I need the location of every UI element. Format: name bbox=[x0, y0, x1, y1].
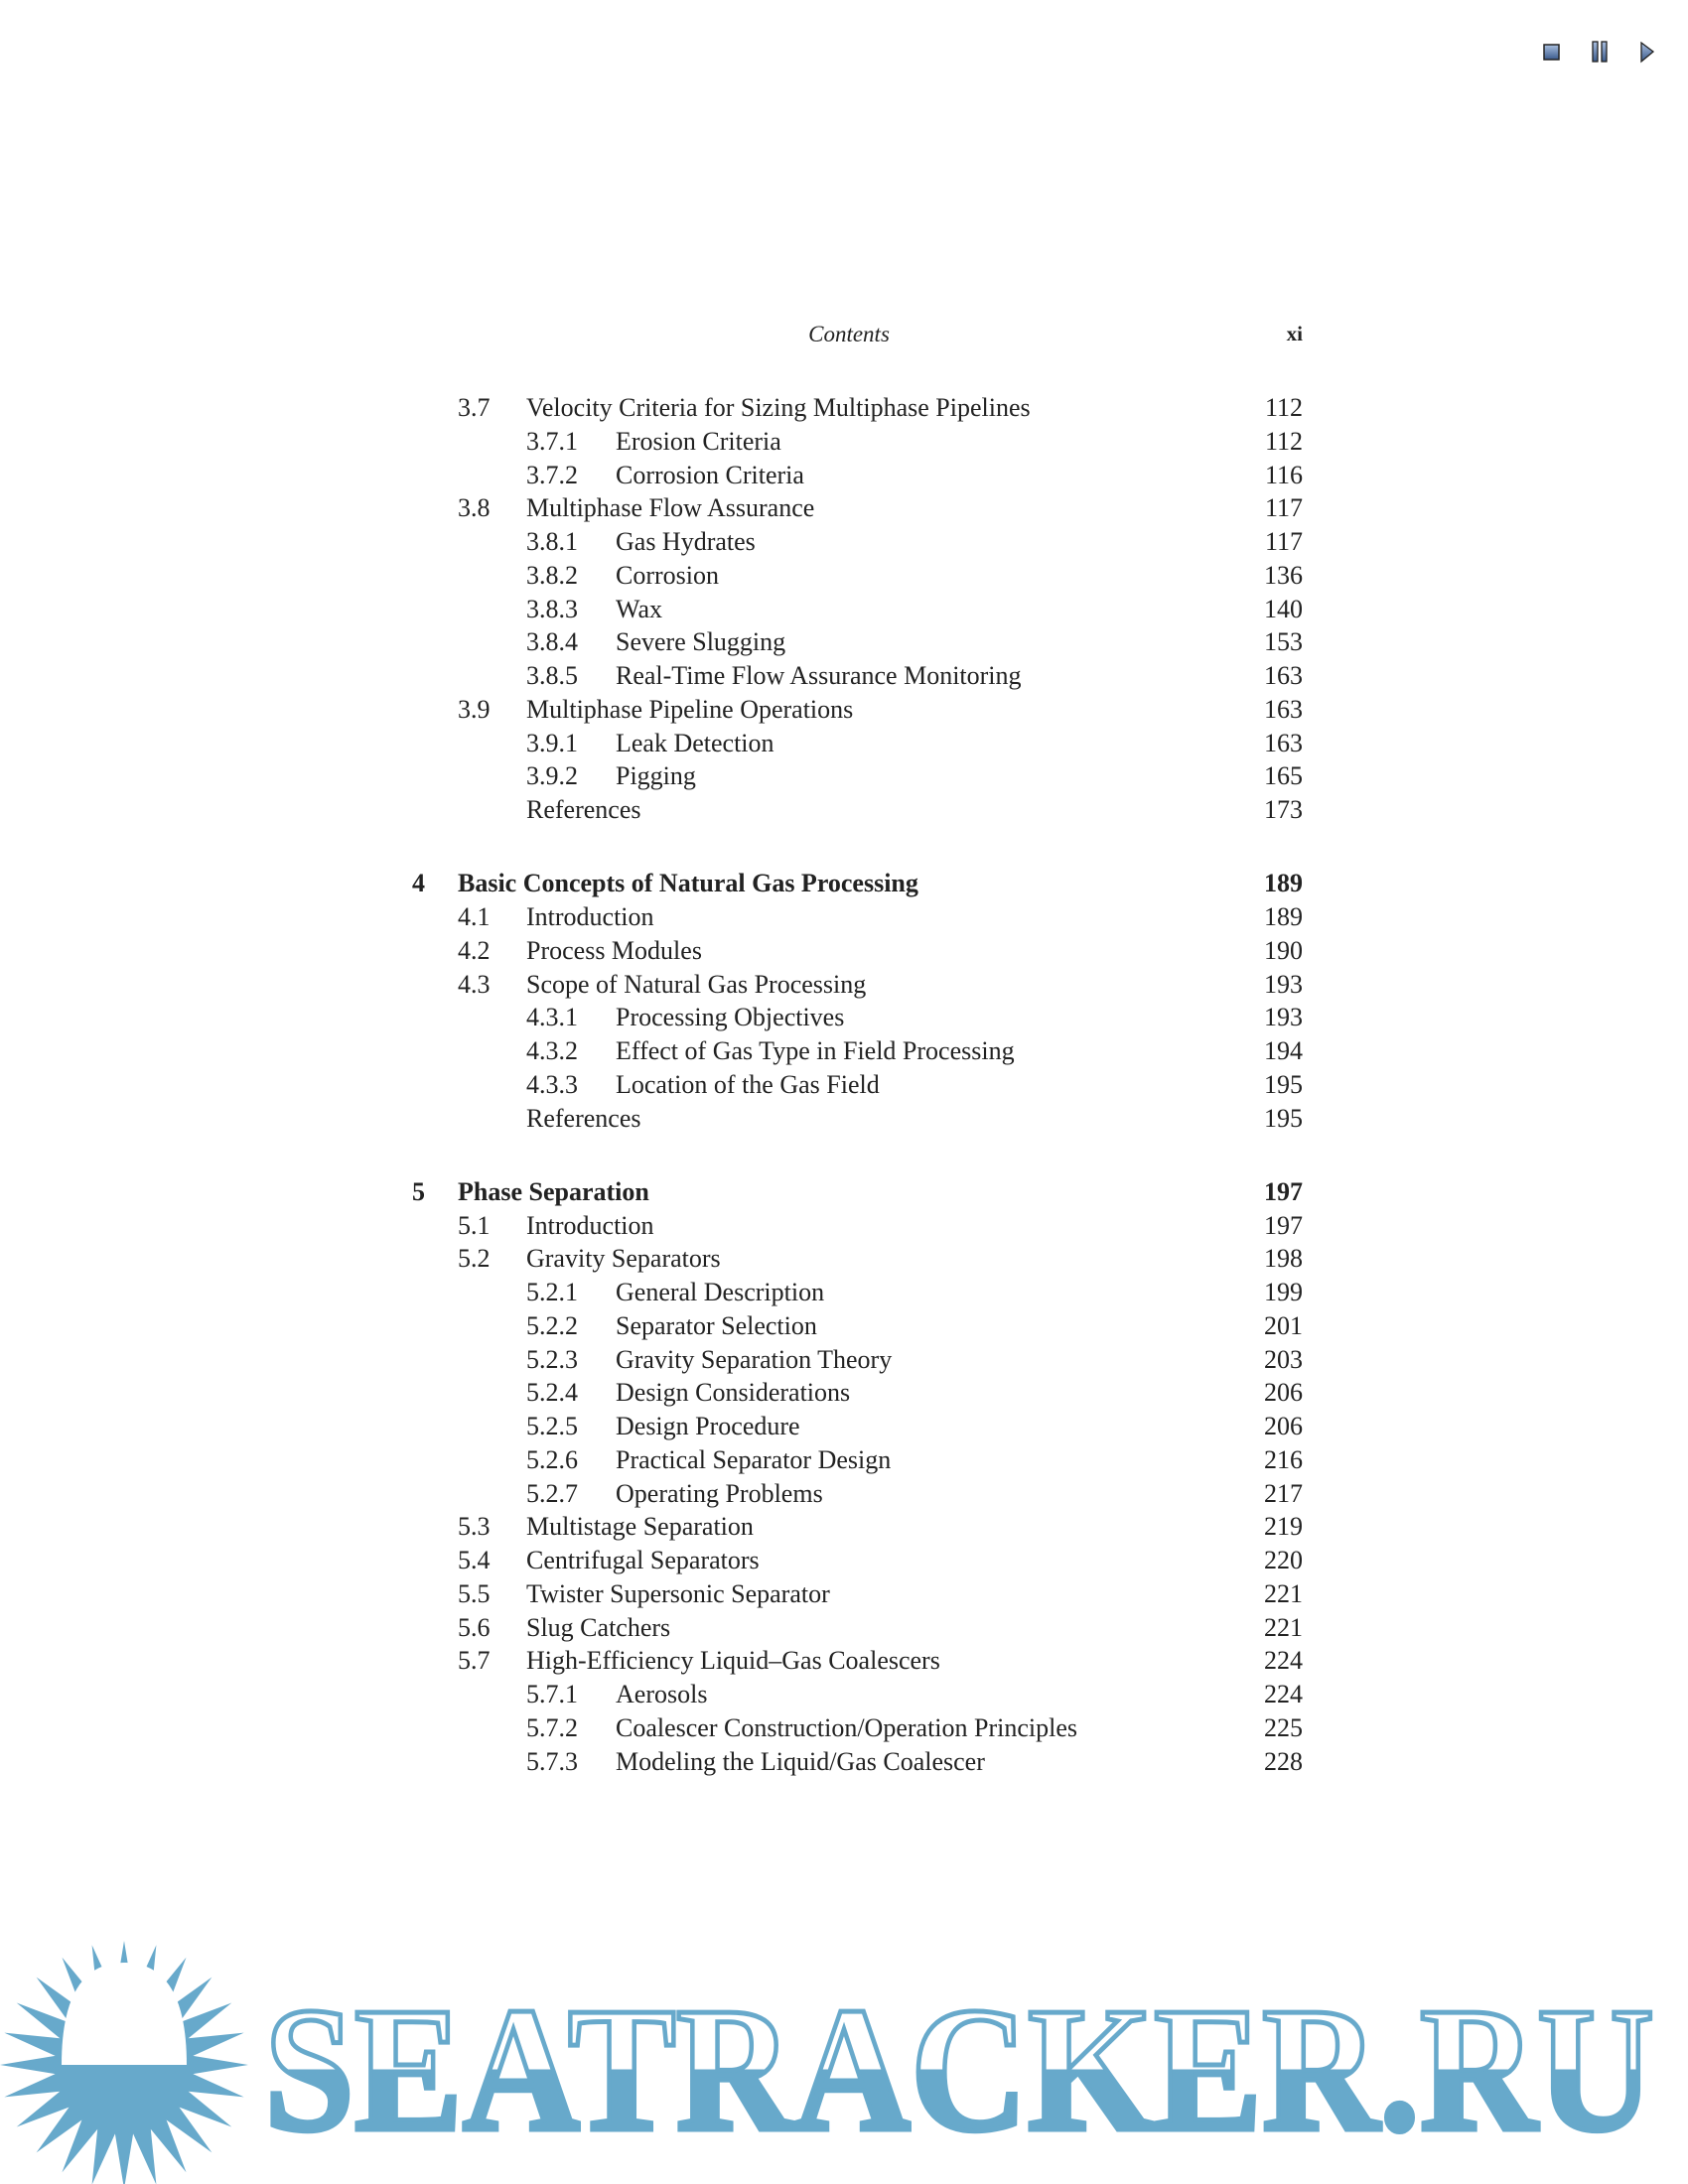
entry-title: Operating Problems bbox=[616, 1478, 823, 1508]
entry-number: 5.6 bbox=[458, 1612, 491, 1642]
entry-number: 3.8 bbox=[458, 493, 491, 523]
toc-entry[interactable] bbox=[0, 1376, 1688, 1410]
entry-number: 5.5 bbox=[458, 1578, 491, 1608]
entry-title: Phase Separation bbox=[458, 1176, 649, 1206]
entry-number: 5.7 bbox=[458, 1646, 491, 1676]
entry-page: 189 bbox=[1264, 902, 1303, 931]
toc-entry[interactable] bbox=[0, 1309, 1688, 1343]
entry-number: 4 bbox=[412, 869, 425, 898]
entry-page: 221 bbox=[1264, 1578, 1303, 1608]
entry-title: Process Modules bbox=[526, 935, 702, 965]
entry-number: 5 bbox=[412, 1176, 425, 1206]
entry-title: Effect of Gas Type in Field Processing bbox=[616, 1036, 1015, 1065]
entry-number: 4.2 bbox=[458, 935, 491, 965]
entry-title: References bbox=[526, 795, 641, 824]
entry-page: 136 bbox=[1264, 560, 1303, 590]
pause-icon[interactable] bbox=[1589, 40, 1611, 64]
toc-entry[interactable] bbox=[0, 625, 1688, 659]
entry-page: 220 bbox=[1264, 1546, 1303, 1574]
entry-title: Basic Concepts of Natural Gas Processing bbox=[458, 869, 918, 898]
entry-number: 5.7.2 bbox=[526, 1712, 578, 1742]
entry-page: 203 bbox=[1264, 1344, 1303, 1374]
toc-chapter[interactable] bbox=[0, 867, 1688, 900]
toc-entry[interactable] bbox=[0, 727, 1688, 760]
entry-page: 193 bbox=[1264, 1003, 1303, 1032]
entry-number: 5.2.7 bbox=[526, 1478, 578, 1508]
stop-icon[interactable] bbox=[1541, 40, 1563, 64]
toc-entry[interactable] bbox=[0, 900, 1688, 934]
entry-title: Design Procedure bbox=[616, 1412, 800, 1440]
entry-title: Wax bbox=[616, 594, 662, 623]
toc-entry[interactable] bbox=[0, 968, 1688, 1002]
entry-page: 197 bbox=[1264, 1210, 1303, 1240]
toc-entry[interactable] bbox=[0, 1209, 1688, 1243]
entry-page: 219 bbox=[1264, 1512, 1303, 1542]
entry-page: 195 bbox=[1264, 1069, 1303, 1099]
entry-number: 5.2.4 bbox=[526, 1378, 578, 1408]
entry-page: 198 bbox=[1264, 1244, 1303, 1274]
toc-entry[interactable] bbox=[0, 391, 1688, 425]
entry-page: 116 bbox=[1264, 460, 1303, 489]
entry-page: 201 bbox=[1264, 1310, 1303, 1340]
entry-number: 3.8.4 bbox=[526, 627, 578, 657]
entry-title: Multiphase Pipeline Operations bbox=[526, 694, 854, 724]
toc-entry[interactable] bbox=[0, 559, 1688, 593]
entry-number: 4.3 bbox=[458, 969, 491, 999]
entry-page: 199 bbox=[1264, 1278, 1303, 1306]
toc-entry[interactable] bbox=[0, 1276, 1688, 1309]
entry-number: 4.3.1 bbox=[526, 1003, 578, 1032]
entry-title: Multistage Separation bbox=[526, 1512, 754, 1542]
entry-page: 117 bbox=[1264, 493, 1303, 523]
entry-number: 3.8.2 bbox=[526, 560, 578, 590]
toc-entry[interactable] bbox=[0, 491, 1688, 525]
viewer-controls bbox=[1541, 40, 1658, 64]
entry-number: 3.7.2 bbox=[526, 460, 578, 489]
entry-title: Gravity Separation Theory bbox=[616, 1344, 893, 1374]
entry-page: 206 bbox=[1264, 1412, 1303, 1440]
entry-title: Coalescer Construction/Operation Principles bbox=[616, 1712, 1078, 1742]
seatracker-logo bbox=[0, 1931, 1688, 2184]
entry-title: Scope of Natural Gas Processing bbox=[526, 969, 867, 999]
entry-number: 3.9 bbox=[458, 694, 491, 724]
entry-title: Modeling the Liquid/Gas Coalescer bbox=[616, 1746, 985, 1776]
entry-number: 3.8.5 bbox=[526, 661, 578, 690]
toc-entry[interactable] bbox=[0, 425, 1688, 459]
entry-number: 5.2.1 bbox=[526, 1278, 578, 1306]
toc-entry[interactable] bbox=[0, 1745, 1688, 1779]
entry-number: 5.3 bbox=[458, 1512, 491, 1542]
toc-entry[interactable] bbox=[0, 1242, 1688, 1276]
entry-number: 5.2 bbox=[458, 1244, 491, 1274]
entry-title: Erosion Criteria bbox=[616, 426, 781, 456]
entry-page: 112 bbox=[1264, 393, 1303, 422]
toc-entry[interactable] bbox=[0, 1544, 1688, 1577]
entry-page: 197 bbox=[1264, 1176, 1303, 1206]
entry-title: Centrifugal Separators bbox=[526, 1546, 760, 1574]
entry-title: Severe Slugging bbox=[616, 627, 786, 657]
entry-title: Slug Catchers bbox=[526, 1612, 671, 1642]
entry-number: 4.3.2 bbox=[526, 1036, 578, 1065]
entry-page: 193 bbox=[1264, 969, 1303, 999]
entry-title: General Description bbox=[616, 1278, 825, 1306]
toc-entry[interactable] bbox=[0, 1611, 1688, 1645]
entry-page: 190 bbox=[1264, 935, 1303, 965]
entry-page: 165 bbox=[1264, 761, 1303, 791]
toc-entry[interactable] bbox=[0, 1102, 1688, 1136]
entry-number: 3.7 bbox=[458, 393, 491, 422]
entry-page: 195 bbox=[1264, 1103, 1303, 1133]
toc-entry[interactable] bbox=[0, 1711, 1688, 1745]
entry-page: 163 bbox=[1264, 694, 1303, 724]
entry-page: 189 bbox=[1264, 869, 1303, 898]
entry-page: 216 bbox=[1264, 1444, 1303, 1474]
entry-page: 117 bbox=[1264, 527, 1303, 556]
entry-page: 206 bbox=[1264, 1378, 1303, 1408]
entry-page: 163 bbox=[1264, 728, 1303, 757]
toc-entry[interactable] bbox=[0, 1068, 1688, 1102]
entry-title: Gravity Separators bbox=[526, 1244, 721, 1274]
entry-number: 5.7.1 bbox=[526, 1680, 578, 1708]
entry-page: 228 bbox=[1264, 1746, 1303, 1776]
toc-entry[interactable] bbox=[0, 1343, 1688, 1377]
entry-title: Introduction bbox=[526, 902, 654, 931]
entry-title: Leak Detection bbox=[616, 728, 774, 757]
entry-title: Corrosion Criteria bbox=[616, 460, 804, 489]
entry-title: Pigging bbox=[616, 761, 696, 791]
entry-title: Aerosols bbox=[616, 1680, 708, 1708]
toc-entry[interactable] bbox=[0, 459, 1688, 492]
entry-title: Velocity Criteria for Sizing Multiphase Pipelines bbox=[526, 393, 1031, 422]
entry-page: 224 bbox=[1264, 1680, 1303, 1708]
entry-number: 5.2.2 bbox=[526, 1310, 578, 1340]
entry-page: 224 bbox=[1264, 1646, 1303, 1676]
toc-entry[interactable] bbox=[0, 1577, 1688, 1611]
toc-entry[interactable] bbox=[0, 1644, 1688, 1678]
entry-number: 5.1 bbox=[458, 1210, 491, 1240]
table-of-contents bbox=[0, 391, 1688, 1778]
entry-page: 194 bbox=[1264, 1036, 1303, 1065]
entry-title: Processing Objectives bbox=[616, 1003, 845, 1032]
entry-title: Practical Separator Design bbox=[616, 1444, 892, 1474]
toc-entry[interactable] bbox=[0, 1001, 1688, 1034]
entry-page: 173 bbox=[1264, 795, 1303, 824]
entry-title: High-Efficiency Liquid–Gas Coalescers bbox=[526, 1646, 940, 1676]
entry-number: 5.2.5 bbox=[526, 1412, 578, 1440]
entry-number: 5.2.3 bbox=[526, 1344, 578, 1374]
toc-entry[interactable] bbox=[0, 759, 1688, 793]
toc-chapter[interactable] bbox=[0, 1175, 1688, 1209]
toc-entry[interactable] bbox=[0, 525, 1688, 559]
entry-title: Twister Supersonic Separator bbox=[526, 1578, 830, 1608]
entry-title: Introduction bbox=[526, 1210, 654, 1240]
entry-page: 112 bbox=[1264, 426, 1303, 456]
entry-page: 217 bbox=[1264, 1478, 1303, 1508]
toc-entry[interactable] bbox=[0, 1443, 1688, 1477]
entry-number: 4.1 bbox=[458, 902, 491, 931]
entry-title: Corrosion bbox=[616, 560, 719, 590]
entry-title: References bbox=[526, 1103, 641, 1133]
toc-entry[interactable] bbox=[0, 934, 1688, 968]
entry-title: Real-Time Flow Assurance Monitoring bbox=[616, 661, 1022, 690]
sun-icon bbox=[0, 1941, 248, 2184]
page-number: xi bbox=[1286, 322, 1303, 345]
entry-page: 153 bbox=[1264, 627, 1303, 657]
entry-page: 140 bbox=[1264, 594, 1303, 623]
toc-entry[interactable] bbox=[0, 793, 1688, 827]
toc-entry[interactable] bbox=[0, 593, 1688, 626]
toc-entry[interactable] bbox=[0, 1678, 1688, 1711]
toc-entry[interactable] bbox=[0, 1034, 1688, 1068]
entry-page: 163 bbox=[1264, 661, 1303, 690]
entry-number: 3.9.1 bbox=[526, 728, 578, 757]
entry-number: 4.3.3 bbox=[526, 1069, 578, 1099]
entry-number: 3.8.1 bbox=[526, 527, 578, 556]
entry-title: Location of the Gas Field bbox=[616, 1069, 880, 1099]
play-icon[interactable] bbox=[1636, 40, 1658, 64]
toc-entry[interactable] bbox=[0, 1477, 1688, 1511]
logo-text: SEATRACKER.RU bbox=[264, 1971, 1654, 2168]
running-head: Contents bbox=[808, 322, 890, 346]
entry-number: 5.7.3 bbox=[526, 1746, 578, 1776]
entry-title: Gas Hydrates bbox=[616, 527, 756, 556]
entry-number: 3.9.2 bbox=[526, 761, 578, 791]
entry-page: 221 bbox=[1264, 1612, 1303, 1642]
entry-title: Multiphase Flow Assurance bbox=[526, 493, 815, 523]
entry-number: 3.7.1 bbox=[526, 426, 578, 456]
toc-entry[interactable] bbox=[0, 1510, 1688, 1544]
toc-entry[interactable] bbox=[0, 693, 1688, 727]
entry-number: 3.8.3 bbox=[526, 594, 578, 623]
entry-title: Separator Selection bbox=[616, 1310, 817, 1340]
entry-page: 225 bbox=[1264, 1712, 1303, 1742]
entry-title: Design Considerations bbox=[616, 1378, 851, 1408]
entry-number: 5.4 bbox=[458, 1546, 491, 1574]
toc-entry[interactable] bbox=[0, 1410, 1688, 1443]
entry-number: 5.2.6 bbox=[526, 1444, 578, 1474]
toc-entry[interactable] bbox=[0, 659, 1688, 693]
